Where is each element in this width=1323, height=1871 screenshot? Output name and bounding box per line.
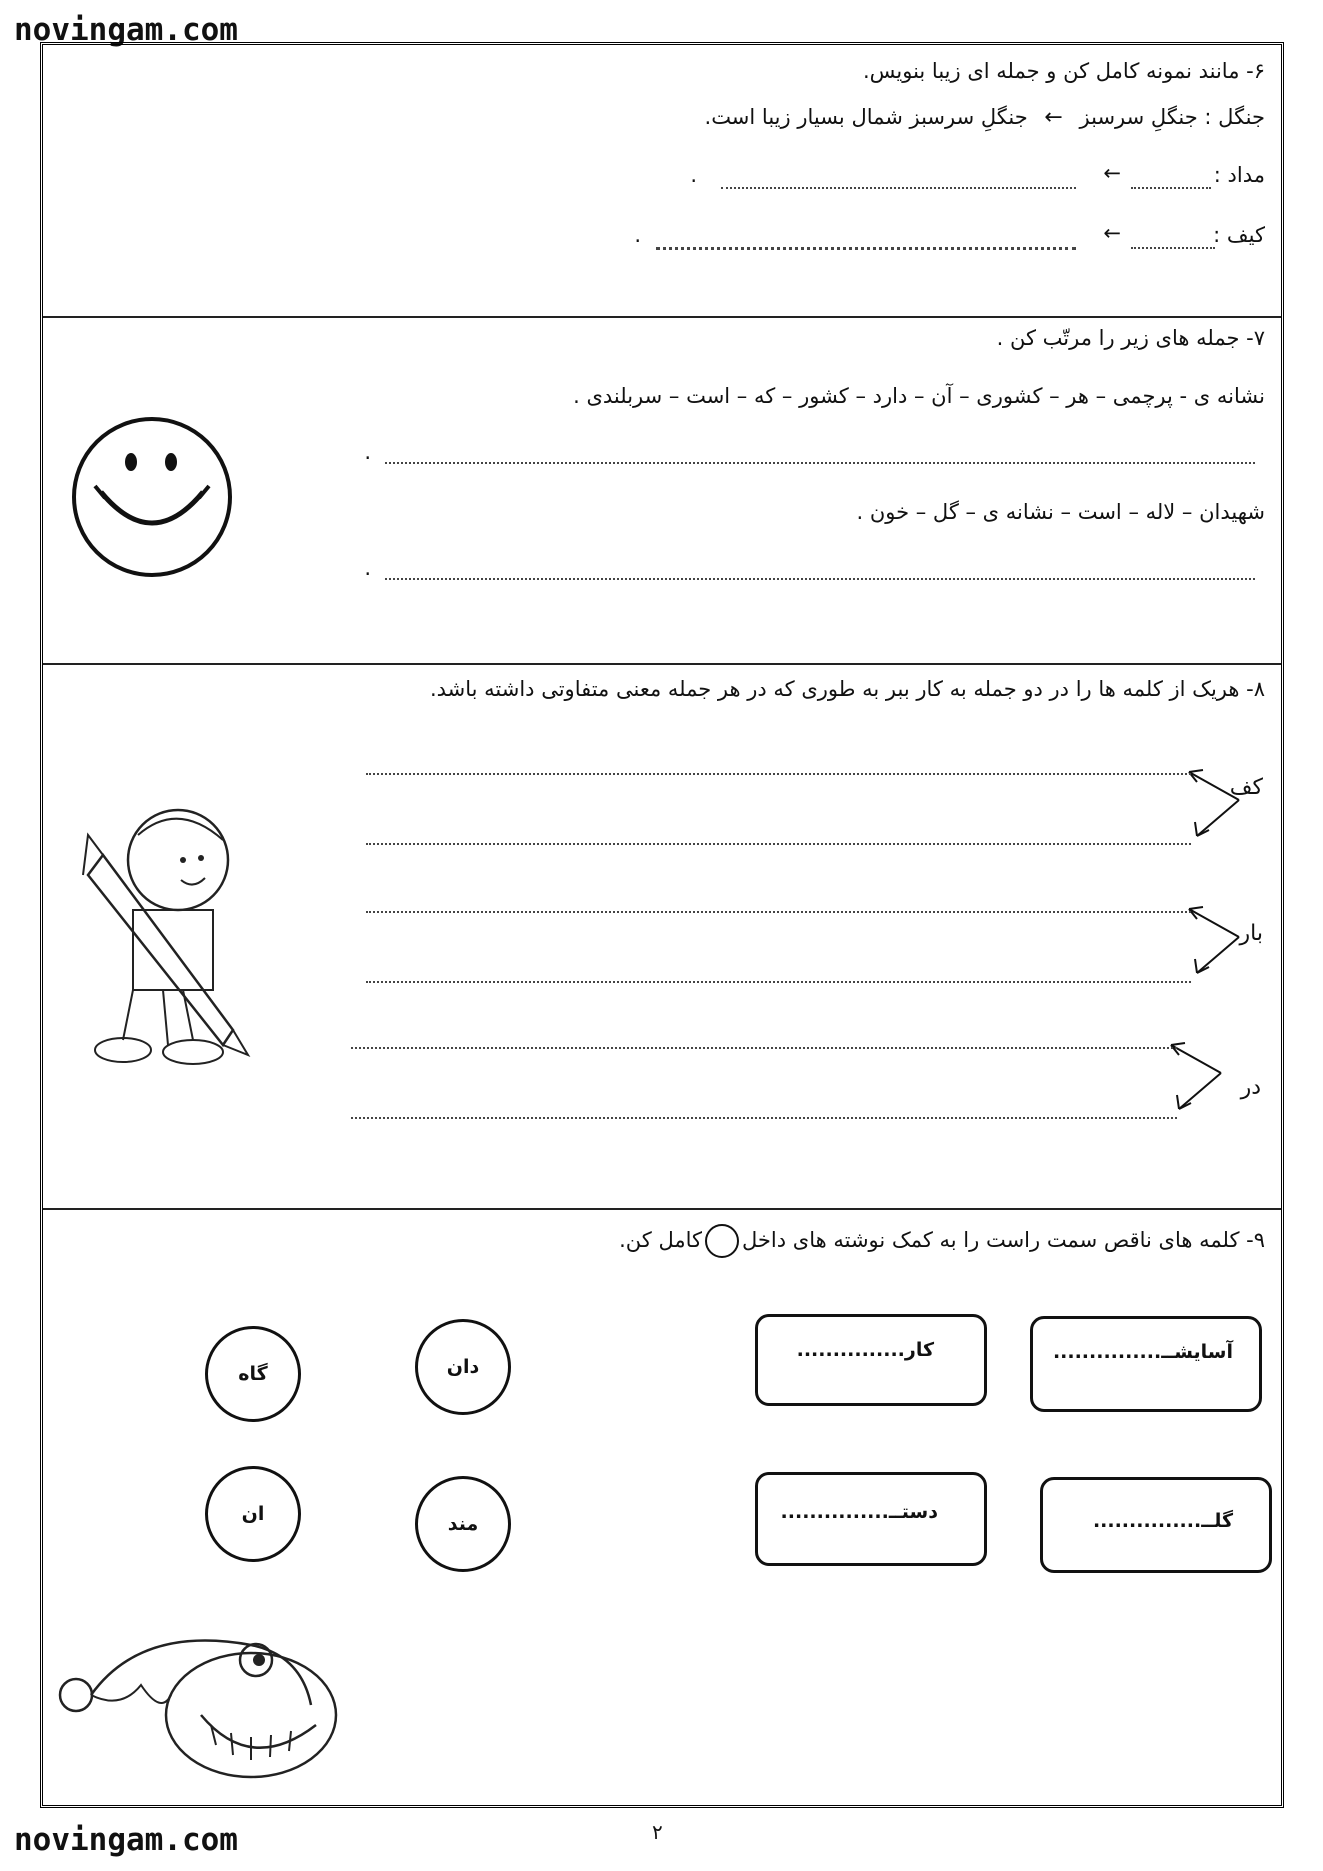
q7-answer-line-1[interactable] — [385, 462, 1255, 464]
arrow-icon: ← — [1103, 161, 1121, 185]
q8-answer-line[interactable] — [366, 773, 1191, 775]
suffix-circle: ان — [205, 1466, 301, 1562]
q6-period: . — [634, 223, 641, 247]
question-7-section — [43, 318, 1281, 665]
q6-blank-sentence-1[interactable] — [721, 187, 1076, 189]
watermark-top: novingam.com — [14, 12, 238, 48]
incomplete-word-box: آسایشــ............... — [1030, 1316, 1262, 1412]
question-8-section — [43, 665, 1281, 1210]
incomplete-word-box: گلــ............... — [1040, 1477, 1272, 1573]
q6-blank-phrase-2[interactable] — [1131, 247, 1215, 249]
q6-example-phrase: جنگلِ سرسبز — [1079, 105, 1198, 129]
incomplete-word-box: کار............... — [755, 1314, 987, 1406]
question-6-title: ۶- مانند نمونه کامل کن و جمله ای زیبا بنویس. — [862, 59, 1265, 83]
q7-sentence-2: شهیدان – لاله – است – نشانه ی – گل – خون . — [856, 500, 1265, 524]
arrow-icon: ← — [1103, 221, 1121, 245]
question-6-section — [43, 45, 1281, 318]
q6-blank-phrase-1[interactable] — [1131, 187, 1211, 189]
question-8-title: ۸- هریک از کلمه ها را در دو جمله به کار ببر به طوری که در هر جمله معنی متفاوتی داشته باشد. — [429, 677, 1265, 701]
q8-answer-line[interactable] — [366, 843, 1191, 845]
question-9-section — [43, 1210, 1281, 1810]
suffix-circle: دان — [415, 1319, 511, 1415]
branch-arrow-icon — [1183, 760, 1243, 840]
arrow-icon: ← — [1044, 105, 1063, 130]
watermark-bottom: novingam.com — [14, 1822, 238, 1858]
q9-title-part2: کامل کن. — [619, 1228, 703, 1252]
smiley-face-icon — [69, 414, 235, 580]
q6-blank-sentence-2[interactable] — [656, 247, 1076, 250]
question-7-title: ۷- جمله های زیر را مرتّب کن . — [996, 326, 1265, 350]
question-9-title — [619, 1224, 1265, 1258]
q6-item-row-1 — [1214, 163, 1265, 187]
q7-period: . — [364, 440, 371, 464]
q6-item-word: مداد : — [1213, 163, 1265, 187]
branch-arrow-icon — [1183, 897, 1243, 977]
suffix-circle: مند — [415, 1476, 511, 1572]
q8-answer-line[interactable] — [366, 981, 1191, 983]
page-number: ۲ — [652, 1820, 663, 1844]
q7-answer-line-2[interactable] — [385, 578, 1255, 580]
q6-example-sentence: جنگلِ سرسبز شمال بسیار زیبا است. — [704, 105, 1028, 129]
q8-answer-line[interactable] — [351, 1047, 1177, 1049]
q8-word-2: بار — [1239, 921, 1263, 946]
suffix-circle: گاه — [205, 1326, 301, 1422]
q8-word-1: کف — [1229, 775, 1263, 800]
worksheet-frame — [40, 42, 1284, 1808]
q6-example-row — [705, 105, 1265, 130]
q6-item-word: کیف : — [1213, 223, 1265, 247]
boy-with-pencil-icon — [83, 800, 283, 1070]
circle-icon — [705, 1224, 739, 1258]
q7-sentence-1: نشانه ی - پرچمی – هر – کشوری – آن – دارد – کشور – که – است – سربلندی . — [573, 384, 1265, 408]
q7-period: . — [364, 556, 371, 580]
q8-answer-line[interactable] — [366, 911, 1191, 913]
q6-period: . — [690, 163, 697, 187]
q9-title-part1: ۹- کلمه های ناقص سمت راست را به کمک نوشته های داخل — [742, 1228, 1265, 1252]
grinning-cartoon-face-icon — [51, 1615, 351, 1785]
branch-arrow-icon — [1165, 1033, 1225, 1113]
q8-answer-line[interactable] — [351, 1117, 1177, 1119]
incomplete-word-box: دستــ............... — [755, 1472, 987, 1566]
q8-word-3: در — [1240, 1075, 1261, 1100]
q6-example-word: جنگل : — [1204, 105, 1265, 129]
q6-item-row-2 — [1213, 223, 1265, 247]
